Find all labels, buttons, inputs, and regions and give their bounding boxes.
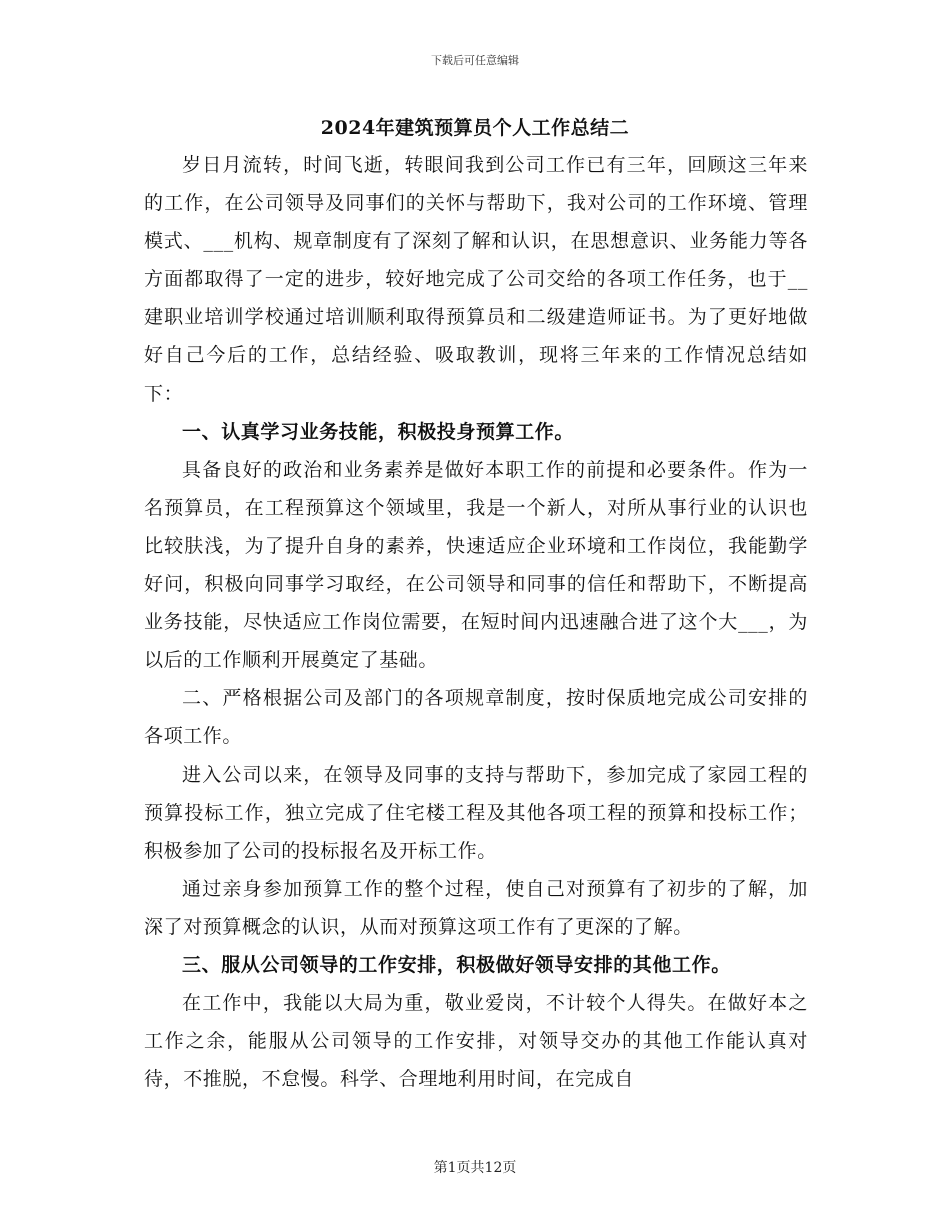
section-heading-2: 二、严格根据公司及部门的各项规章制度，按时保质地完成公司安排的各项工作。 (144, 687, 808, 748)
document-body (144, 146, 808, 1098)
paragraph-section-2b: 通过亲身参加预算工作的整个过程，使自己对预算有了初步的了解，加深了对预算概念的认识，从而对预算这项工作有了更深的了解。 (144, 877, 808, 938)
document-title: 2024年建筑预算员个人工作总结二 (320, 117, 630, 139)
paragraph-intro: 岁日月流转，时间飞逝，转眼间我到公司工作已有三年，回顾这三年来的工作，在公司领导及同事们的关怀与帮助下，我对公司的工作环境、管理模式、___机构、规章制度有了深刻了解和认识，在思想意识、业务能力等各方面都取得了一定的进步，较好地完成了公司交给的各项工作任务，也于__建职业培训学校通过培训顺利取得预算员和二级建造师证书。为了更好地做好自己今后的工作，总结经验、吸取教训，现将三年来的工作情况总结如下： (144, 154, 808, 405)
section-heading-3: 三、服从公司领导的工作安排，积极做好领导安排的其他工作。 (182, 953, 731, 976)
page-number: 第1页共12页 (433, 1160, 517, 1176)
header-note: 下载后可任意编辑 (431, 54, 519, 67)
paragraph-section-1: 具备良好的政治和业务素养是做好本职工作的前提和必要条件。作为一名预算员，在工程预算这个领域里，我是一个新人，对所从事行业的认识也比较肤浅，为了提升自身的素养，快速适应企业环境和工作岗位，我能勤学好问，积极向同事学习取经，在公司领导和同事的信任和帮助下，不断提高业务技能，尽快适应工作岗位需要，在短时间内迅速融合进了这个大___，为以后的工作顺利开展奠定了基础。 (144, 458, 808, 672)
paragraph-section-3: 在工作中，我能以大局为重，敬业爱岗，不计较个人得失。在做好本之工作之余，能服从公司领导的工作安排，对领导交办的其他工作能认真对待，不推脱，不怠慢。科学、合理地利用时间，在完成自 (144, 992, 808, 1091)
paragraph-section-2a: 进入公司以来，在领导及同事的支持与帮助下，参加完成了家园工程的预算投标工作，独立完成了住宅楼工程及其他各项工程的预算和投标工作；积极参加了公司的投标报名及开标工作。 (144, 763, 808, 862)
section-heading-1: 一、认真学习业务技能，积极投身预算工作。 (182, 420, 575, 443)
